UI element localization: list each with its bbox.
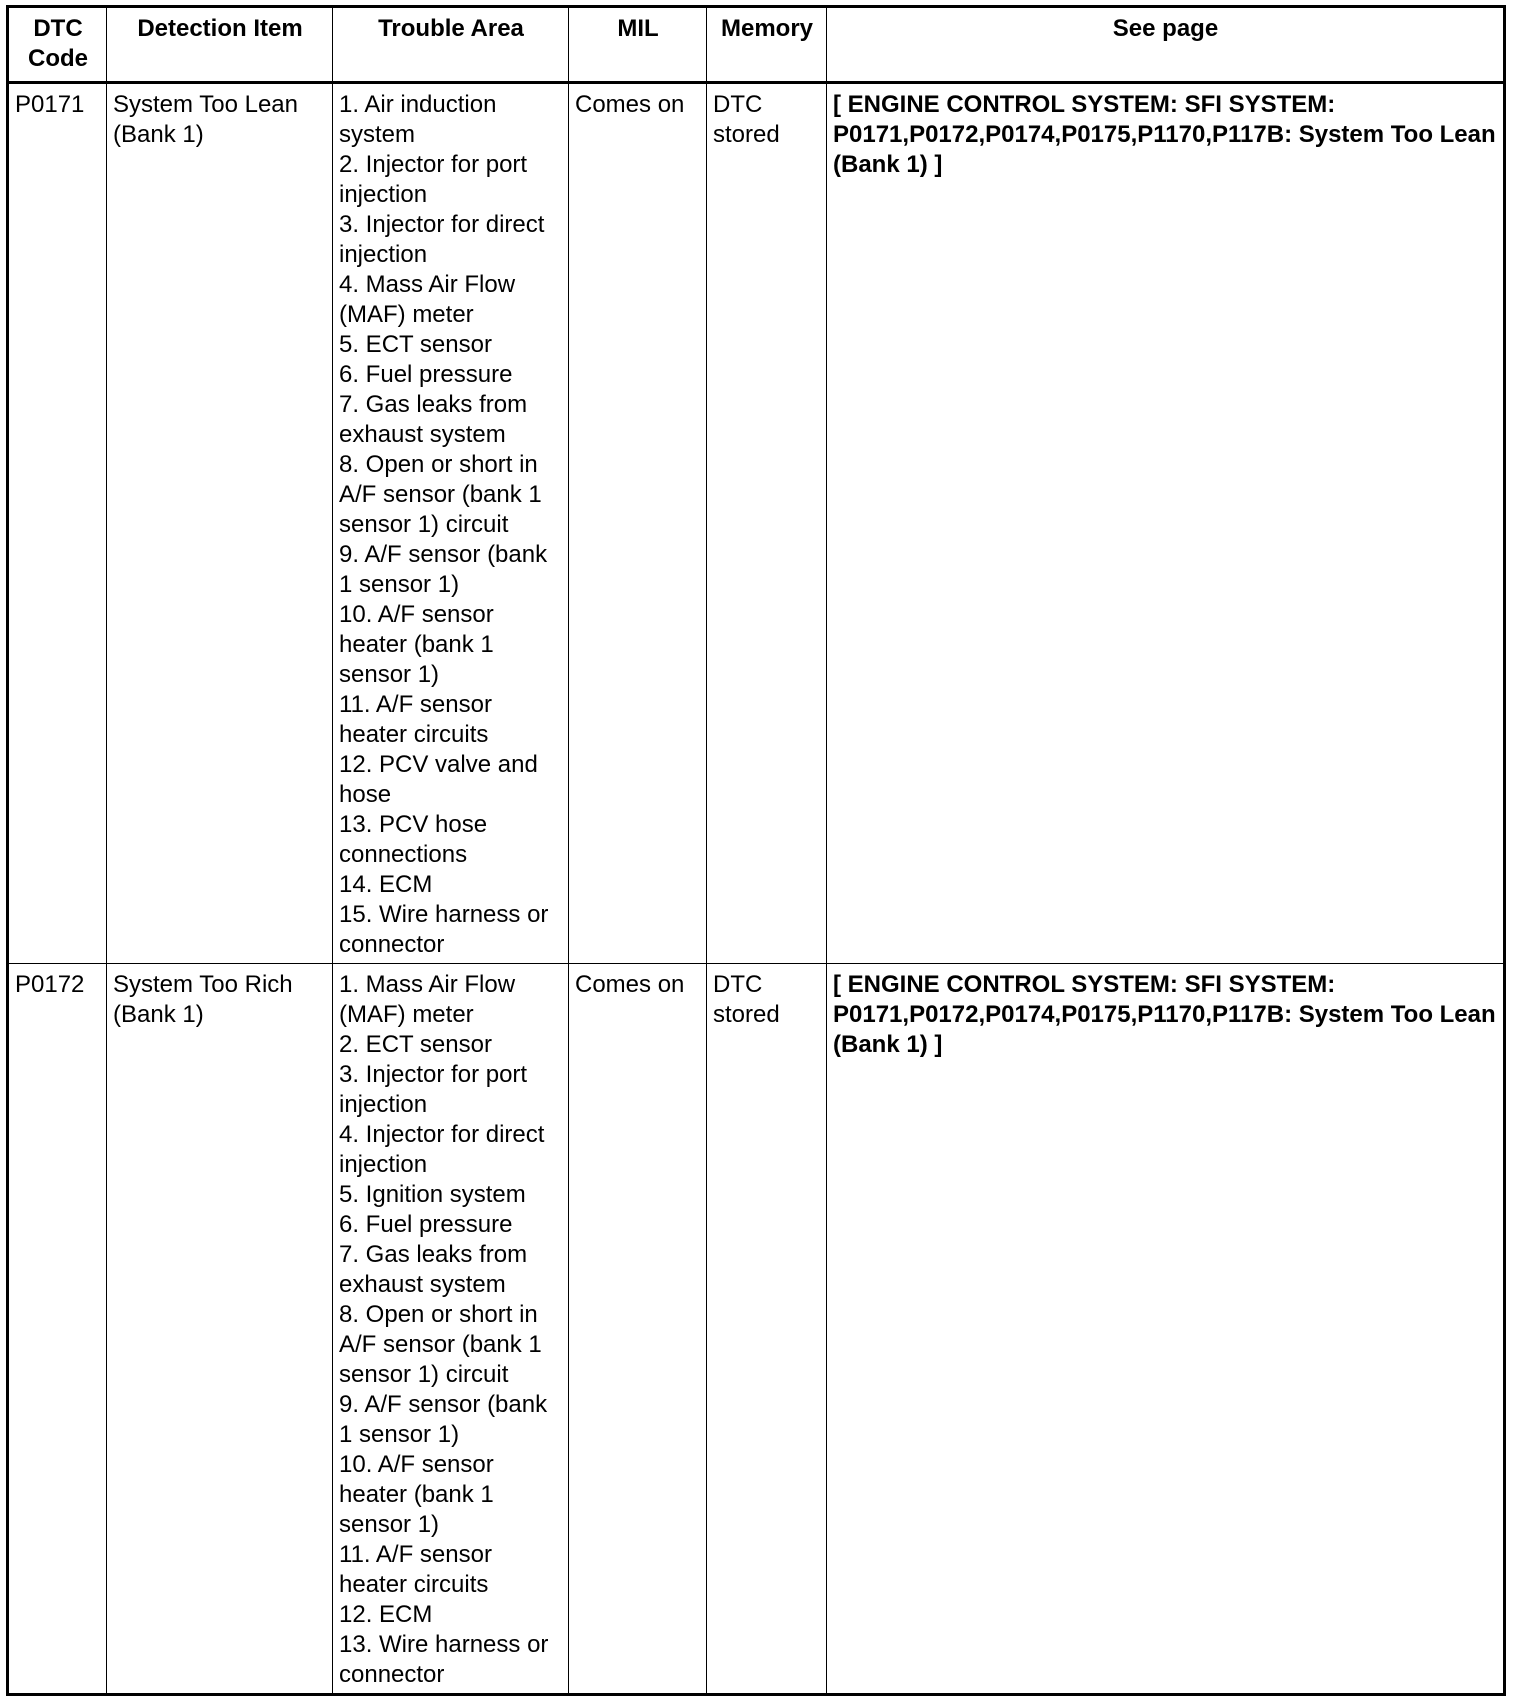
trouble-area-item: 11. A/F sensor heater circuits <box>339 1541 492 1598</box>
trouble-area-item: 6. Fuel pressure <box>339 1211 513 1238</box>
trouble-area-item: 5. Ignition system <box>339 1181 526 1208</box>
header-see-page: See page <box>827 7 1505 83</box>
trouble-area-item: 4. Mass Air Flow (MAF) meter <box>339 271 516 328</box>
header-memory: Memory <box>707 7 827 83</box>
trouble-area-item: 12. PCV valve and hose <box>339 751 538 808</box>
trouble-area-item: 10. A/F sensor heater (bank 1 sensor 1) <box>339 1451 494 1538</box>
trouble-area-item: 8. Open or short in A/F sensor (bank 1 sensor 1) circuit <box>339 451 542 538</box>
header-row <box>8 7 1505 83</box>
dtc-code-cell: P0171 <box>8 83 107 964</box>
trouble-area-item: 14. ECM <box>339 871 433 898</box>
trouble-area-item: 2. ECT sensor <box>339 1031 492 1058</box>
see-page-link[interactable]: [ ENGINE CONTROL SYSTEM: SFI SYSTEM: P0171,P0172,P0174,P0175,P1170,P117B: System Too Lean (Bank 1) ] <box>827 964 1505 1695</box>
trouble-area-item: 3. Injector for direct injection <box>339 211 545 268</box>
trouble-area-item: 4. Injector for direct injection <box>339 1121 545 1178</box>
header-dtc-code: DTC Code <box>8 7 107 83</box>
trouble-area-item: 13. Wire harness or connector <box>339 1631 549 1688</box>
table-row <box>8 83 1505 964</box>
memory-cell: DTC stored <box>707 964 827 1695</box>
see-page-link[interactable]: [ ENGINE CONTROL SYSTEM: SFI SYSTEM: P0171,P0172,P0174,P0175,P1170,P117B: System Too Lean (Bank 1) ] <box>827 83 1505 964</box>
trouble-area-item: 7. Gas leaks from exhaust system <box>339 391 528 448</box>
mil-cell: Comes on <box>569 964 707 1695</box>
header-detection-item: Detection Item <box>107 7 333 83</box>
header-mil: MIL <box>569 7 707 83</box>
mil-cell: Comes on <box>569 83 707 964</box>
trouble-area-item: 3. Injector for port injection <box>339 1061 528 1118</box>
memory-cell: DTC stored <box>707 83 827 964</box>
trouble-area-item: 1. Mass Air Flow (MAF) meter <box>339 971 516 1028</box>
trouble-area-item: 9. A/F sensor (bank 1 sensor 1) <box>339 541 548 598</box>
dtc-table-container <box>6 5 1506 1696</box>
dtc-code-cell: P0172 <box>8 964 107 1695</box>
trouble-area-item: 10. A/F sensor heater (bank 1 sensor 1) <box>339 601 494 688</box>
trouble-area-item: 1. Air induction system <box>339 91 497 148</box>
trouble-area-item: 9. A/F sensor (bank 1 sensor 1) <box>339 1391 548 1448</box>
trouble-area-item: 13. PCV hose connections <box>339 811 488 868</box>
trouble-area-item: 5. ECT sensor <box>339 331 492 358</box>
trouble-area-cell <box>333 964 569 1695</box>
trouble-area-cell <box>333 83 569 964</box>
table-header <box>8 7 1505 83</box>
trouble-area-item: 12. ECM <box>339 1601 433 1628</box>
table-body <box>8 83 1505 1695</box>
trouble-area-item: 11. A/F sensor heater circuits <box>339 691 492 748</box>
trouble-area-item: 2. Injector for port injection <box>339 151 528 208</box>
trouble-area-item: 6. Fuel pressure <box>339 361 513 388</box>
header-trouble-area: Trouble Area <box>333 7 569 83</box>
trouble-area-item: 8. Open or short in A/F sensor (bank 1 sensor 1) circuit <box>339 1301 542 1388</box>
dtc-table <box>6 5 1506 1696</box>
trouble-area-item: 7. Gas leaks from exhaust system <box>339 1241 528 1298</box>
detection-item-cell: System Too Lean (Bank 1) <box>107 83 333 964</box>
detection-item-cell: System Too Rich (Bank 1) <box>107 964 333 1695</box>
trouble-area-item: 15. Wire harness or connector <box>339 901 549 958</box>
table-row <box>8 964 1505 1695</box>
